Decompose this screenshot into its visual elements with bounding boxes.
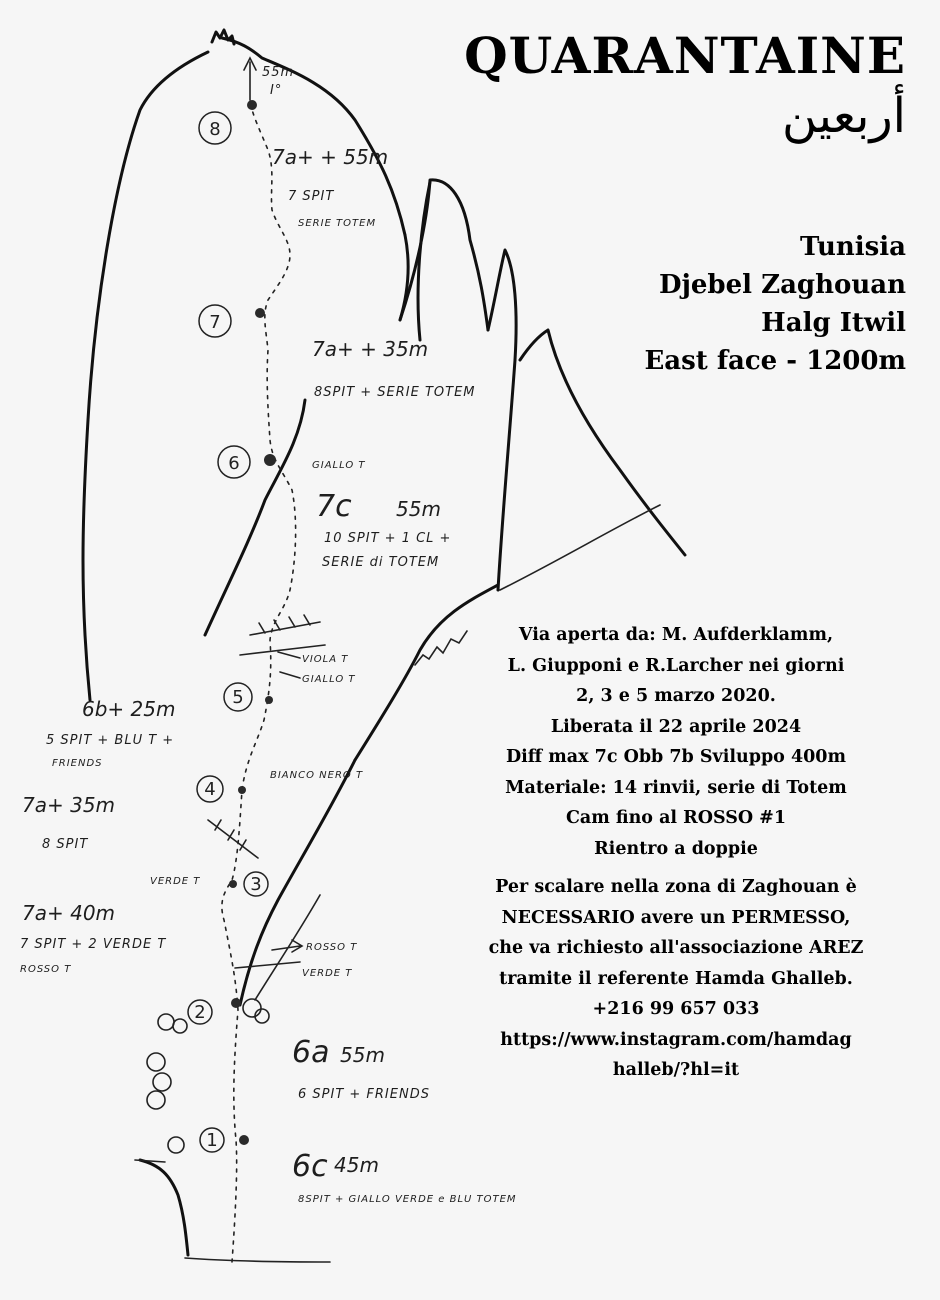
info-line: Cam fino al ROSSO #1 [565, 808, 787, 828]
pitch-8-grade: 7a+ + 55m [272, 145, 389, 169]
viola-t-note: VIOLA T [302, 654, 349, 665]
permit-line: Per scalare nella zona di Zaghouan è [495, 877, 857, 897]
pitch-8-gear-2: SERIE TOTEM [298, 218, 377, 229]
pitch-number-7: 7 [209, 312, 221, 333]
pitch-number-4: 4 [204, 779, 216, 800]
info-line: L. Giupponi e R.Larcher nei giorni [507, 655, 845, 676]
location-sector: Halg Itwil [761, 308, 906, 338]
pitch-6-length: 55m [396, 497, 441, 521]
location-mountain: Djebel Zaghouan [658, 270, 906, 300]
permit-phone: +216 99 657 033 [592, 999, 760, 1019]
pitch-7-grade: 7a+ + 35m [312, 337, 429, 361]
permit-line: NECESSARIO avere un PERMESSO, [501, 907, 851, 928]
pitch-2-gear: 6 SPIT + FRIENDS [298, 1087, 430, 1102]
giallo-t-top-note: GIALLO T [312, 460, 366, 471]
bianco-nero-t-note: BIANCO NERO T [270, 770, 364, 781]
pitch-number-3: 3 [250, 874, 262, 895]
top-sublabel: I° [270, 83, 283, 98]
pitch-1-grade: 6c [292, 1149, 328, 1184]
pitch-6-gear-2: SERIE di TOTEM [322, 555, 440, 570]
info-line: 2, 3 e 5 marzo 2020. [576, 686, 776, 706]
pitch-3-gear: 7 SPIT + 2 VERDE T [20, 937, 167, 952]
info-line: Materiale: 14 rinvii, serie di Totem [505, 777, 847, 798]
pitch-number-2: 2 [194, 1002, 206, 1023]
pitch-number-5: 5 [232, 687, 244, 708]
pitch-1-length: 45m [334, 1153, 379, 1177]
location-country: Tunisia [799, 232, 906, 262]
info-line: Rientro a doppie [594, 838, 758, 859]
pitch-3-gear-2: ROSSO T [20, 964, 72, 975]
pitch-3-grade: 7a+ 40m [22, 901, 116, 925]
pitch-number-1: 1 [206, 1130, 218, 1151]
pitch-5-grade: 6b+ 25m [82, 697, 176, 721]
info-line: Liberata il 22 aprile 2024 [550, 716, 802, 737]
pitch-7-gear: 8SPIT + SERIE TOTEM [314, 385, 476, 400]
info-line: Via aperta da: M. Aufderklamm, [518, 625, 834, 645]
verde-t-left-note: VERDE T [150, 876, 201, 887]
permit-info-block [422, 872, 930, 1086]
info-line: Diff max 7c Obb 7b Sviluppo 400m [505, 747, 846, 767]
pitch-4-grade: 7a+ 35m [22, 793, 116, 817]
permit-line: che va richiesto all'associazione AREZ [488, 938, 864, 958]
giallo-t-mid-note: GIALLO T [302, 674, 356, 685]
pitch-6-grade: 7c [316, 489, 352, 524]
route-info-block [432, 620, 920, 864]
location-block [644, 228, 906, 380]
pitch-6-gear: 10 SPIT + 1 CL + [324, 531, 452, 546]
belay-stations [229, 100, 276, 1145]
pitch-2-grade: 6a [292, 1035, 330, 1070]
route-title: QUARANTAINE [464, 26, 906, 85]
permit-url-continued: halleb/?hl=it [612, 1060, 740, 1080]
pitch-2-length: 55m [340, 1043, 385, 1067]
route-arrow [244, 58, 256, 100]
top-length-label: 55m [262, 65, 295, 80]
pitch-5-gear-2: FRIENDS [52, 758, 103, 769]
pitch-number-6: 6 [228, 453, 240, 474]
rosso-t-note: ROSSO T [306, 942, 358, 953]
pitch-numbers [188, 112, 268, 1152]
location-face: East face - 1200m [644, 346, 906, 376]
verde-t-right-note: VERDE T [302, 968, 353, 979]
pitch-1-gear: 8SPIT + GIALLO VERDE e BLU TOTEM [298, 1194, 517, 1205]
pitch-8-gear: 7 SPIT [288, 189, 335, 204]
route-line [222, 100, 296, 1262]
permit-url: https://www.instagram.com/hamdag [500, 1029, 852, 1050]
pitch-number-8: 8 [209, 119, 221, 140]
pitch-4-gear: 8 SPIT [42, 837, 89, 852]
route-title-arabic: أربعين [781, 88, 906, 144]
pitch-5-gear: 5 SPIT + BLU T + [46, 733, 175, 748]
permit-line: tramite il referente Hamda Ghalleb. [499, 968, 853, 989]
